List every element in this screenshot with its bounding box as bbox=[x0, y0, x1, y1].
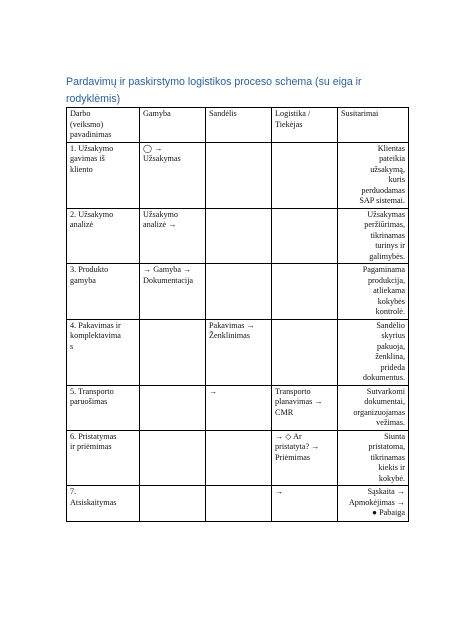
table-cell: → Gamyba → Dokumentacija bbox=[140, 264, 206, 320]
table-cell: Klientas pateikia užsakymą, kuris perduodamas SAP sistemai. bbox=[338, 142, 409, 208]
table-cell bbox=[272, 264, 338, 320]
table-cell: Sutvarkomi dokumentai, organizuojamas vežimas. bbox=[338, 385, 409, 430]
header-cell-logistics: Logistika / Tiekėjas bbox=[272, 108, 338, 143]
table-row bbox=[67, 264, 409, 320]
table-cell: 3. Produkto gamyba bbox=[67, 264, 140, 320]
table-cell bbox=[206, 430, 272, 486]
table-cell bbox=[206, 264, 272, 320]
table-cell bbox=[206, 208, 272, 264]
table-cell bbox=[140, 319, 206, 385]
table-cell bbox=[272, 319, 338, 385]
table-cell bbox=[206, 142, 272, 208]
table-cell bbox=[272, 142, 338, 208]
table-row bbox=[67, 486, 409, 522]
table-cell: Pagaminama produkcija, atliekama kokybės kontrolė. bbox=[338, 264, 409, 320]
table-cell: → bbox=[206, 385, 272, 430]
table-cell bbox=[140, 486, 206, 522]
table-cell: 2. Užsakymo analizė bbox=[67, 208, 140, 264]
table-cell: ◯ → Užsakymas bbox=[140, 142, 206, 208]
table-row bbox=[67, 208, 409, 264]
table-cell bbox=[140, 385, 206, 430]
table-cell: → ◇ Ar pristatyta? → Priėmimas bbox=[272, 430, 338, 486]
table-cell: 4. Pakavimas ir komplektavima s bbox=[67, 319, 140, 385]
table-cell: Transporto planavimas → CMR bbox=[272, 385, 338, 430]
table-cell: Sandėlio skyrius pakuoja, ženklina, prideda dokumentus. bbox=[338, 319, 409, 385]
document-title: Pardavimų ir paskirstymo logistikos proceso schema (su eiga ir rodyklėmis) bbox=[66, 76, 362, 105]
process-table bbox=[66, 107, 409, 522]
table-cell bbox=[206, 486, 272, 522]
table-cell: Užsakymo analizė → bbox=[140, 208, 206, 264]
table-row bbox=[67, 430, 409, 486]
header-cell-agreements: Susitarimai bbox=[338, 108, 409, 143]
table-cell: 7. Atsiskaitymas bbox=[67, 486, 140, 522]
table-cell: Siunta pristatoma, tikrinamas kiekis ir kokybė. bbox=[338, 430, 409, 486]
table-cell: Užsakymas peržiūrimas, tikrinamas turinys ir galimybės. bbox=[338, 208, 409, 264]
table-row bbox=[67, 142, 409, 208]
table-cell: Sąskaita → Apmokėjimas → ● Pabaiga bbox=[338, 486, 409, 522]
header-cell-action: Darbo (veiksmo) pavadinimas bbox=[67, 108, 140, 143]
table-cell: Pakavimas → Ženklinimas bbox=[206, 319, 272, 385]
table-cell: → bbox=[272, 486, 338, 522]
table-cell: 1. Užsakymo gavimas iš kliento bbox=[67, 142, 140, 208]
table-cell bbox=[272, 208, 338, 264]
header-cell-production: Gamyba bbox=[140, 108, 206, 143]
table-header-row bbox=[67, 108, 409, 143]
table-cell: 6. Pristatymas ir priėmimas bbox=[67, 430, 140, 486]
table-cell: 5. Transporto paruošimas bbox=[67, 385, 140, 430]
table-cell bbox=[140, 430, 206, 486]
header-cell-warehouse: Sandėlis bbox=[206, 108, 272, 143]
table-row bbox=[67, 319, 409, 385]
table-row bbox=[67, 385, 409, 430]
